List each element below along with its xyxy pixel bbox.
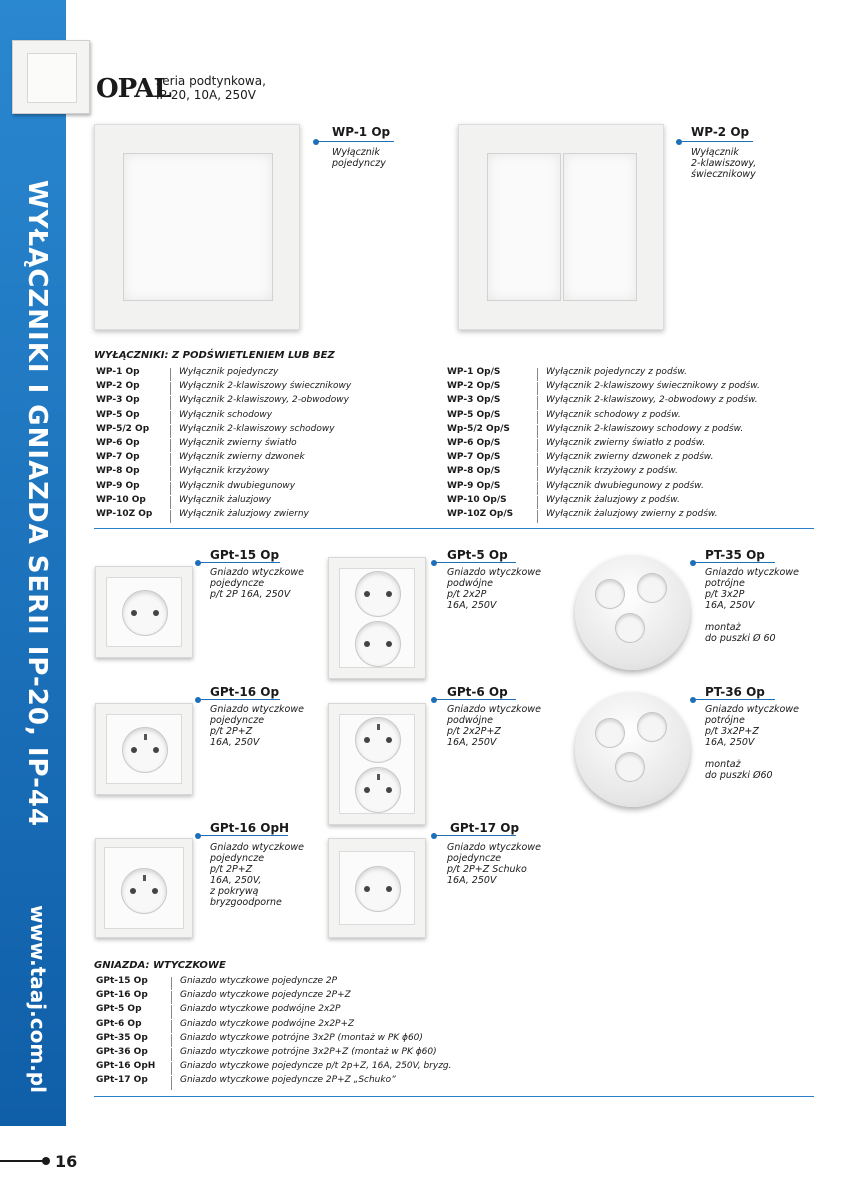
socket-outlet-schuko xyxy=(355,866,401,912)
gpt15-socket-image xyxy=(95,566,193,658)
socket-lid xyxy=(104,847,184,929)
table-row-separator xyxy=(171,1020,172,1033)
socket-outlet xyxy=(615,613,645,643)
table-row-code: GPt-16 Op xyxy=(96,990,148,1001)
table-row-code: WP-1 Op/S xyxy=(447,367,501,377)
gpt5-code: GPt-5 Op xyxy=(447,548,508,562)
table-row-separator xyxy=(537,382,538,395)
wp1-underline xyxy=(318,141,394,142)
gpt5-underline xyxy=(436,562,516,563)
table-row-desc: Gniazdo wtyczkowe potrójne 3x2P (montaż w PK ϕ60) xyxy=(180,1032,423,1043)
table-row-separator xyxy=(537,439,538,452)
table-row-code: WP-10Z Op/S xyxy=(447,509,514,519)
gpt16-desc: Gniazdo wtyczkowe pojedyncze p/t 2P+Z 16A, 250V xyxy=(210,704,304,748)
gpt17-underline xyxy=(436,835,516,836)
footer-bullet xyxy=(42,1157,50,1165)
wp1-code: WP-1 Op xyxy=(332,125,391,139)
table-row-desc: Wyłącznik pojedynczy xyxy=(179,367,279,377)
table-row-code: GPt-35 Op xyxy=(96,1032,148,1043)
table-row-separator xyxy=(537,467,538,480)
table-row-separator xyxy=(170,496,171,509)
table-row-code: WP-2 Op/S xyxy=(447,381,501,392)
table-row-code: WP-10Z Op xyxy=(96,509,153,519)
table-row-separator xyxy=(537,411,538,424)
table-row-code: WP-5 Op xyxy=(96,409,140,420)
gpt17-bullet xyxy=(431,833,437,839)
socket-outlet xyxy=(637,712,667,742)
table-row-separator xyxy=(537,425,538,438)
gpt16-bullet xyxy=(195,697,201,703)
socket-outlet-top xyxy=(355,717,401,763)
table-row-desc: Wyłącznik żaluzjowy zwierny z podśw. xyxy=(546,509,718,519)
table-row-separator xyxy=(171,1034,172,1047)
table-row-separator xyxy=(170,467,171,480)
pt35-desc: Gniazdo wtyczkowe potrójne p/t 3x2P 16A, 250V montaż do puszki Ø 60 xyxy=(705,567,799,644)
table-row-separator xyxy=(170,411,171,424)
wp1-desc: Wyłącznik pojedynczy xyxy=(332,147,386,169)
table-row-code: WP-3 Op xyxy=(96,395,140,406)
table-row-code: WP-9 Op/S xyxy=(447,480,501,491)
gpt16h-underline xyxy=(200,835,288,836)
table-row-separator xyxy=(170,368,171,381)
socket-outlet xyxy=(122,590,168,636)
table-row-code: GPt-17 Op xyxy=(96,1075,148,1086)
table-row-code: WP-5 Op/S xyxy=(447,409,501,420)
gpt6-socket-image xyxy=(328,703,426,825)
gpt16-code: GPt-16 Op xyxy=(210,685,280,699)
pt35-underline xyxy=(695,562,775,563)
socket-outlet-bottom xyxy=(355,621,401,667)
table-row-desc: Wyłącznik zwierny światło xyxy=(179,438,297,448)
gpt6-code: GPt-6 Op xyxy=(447,685,508,699)
gpt16h-desc: Gniazdo wtyczkowe pojedyncze p/t 2P+Z 16A, 250V, z pokrywą bryzgoodporne xyxy=(210,842,304,908)
gpt16h-socket-image xyxy=(95,838,193,938)
switch-key xyxy=(123,153,273,301)
table-row-desc: Wyłącznik 2-klawiszowy, 2-obwodowy xyxy=(179,395,349,406)
pt36-round-socket-image xyxy=(575,692,690,807)
sidebar-url: www.taaj.com.pl xyxy=(26,905,50,1093)
sidebar-band xyxy=(0,0,66,1126)
table-row-desc: Wyłącznik zwierny dzwonek z podśw. xyxy=(546,452,714,463)
table-row-code: WP-2 Op xyxy=(96,381,140,392)
wp1-switch-image xyxy=(94,124,300,330)
pt36-code: PT-36 Op xyxy=(705,685,765,699)
switch-key-right xyxy=(563,153,637,301)
table-row-separator xyxy=(171,1062,172,1075)
table-row-separator xyxy=(537,482,538,495)
gpt15-code: GPt-15 Op xyxy=(210,548,280,562)
page-number: 16 xyxy=(55,1152,78,1171)
socket-outlet xyxy=(121,868,167,914)
pt36-underline xyxy=(695,699,775,700)
table-row-separator xyxy=(171,1005,172,1018)
socket-inner xyxy=(106,714,182,784)
table-row-desc: Wyłącznik 2-klawiszowy, 2-obwodowy z podśw. xyxy=(546,395,758,406)
socket-outlet xyxy=(637,573,667,603)
table-row-code: WP-3 Op/S xyxy=(447,395,501,406)
gpt16h-code: GPt-16 OpH xyxy=(210,821,290,835)
table-row-desc: Wyłącznik żaluzjowy zwierny xyxy=(179,509,309,519)
gpt5-socket-image xyxy=(328,557,426,679)
series-name: OPAL xyxy=(96,74,171,104)
table-row-separator xyxy=(171,991,172,1004)
footer-rule xyxy=(0,1160,44,1162)
table-row-desc: Gniazdo wtyczkowe pojedyncze p/t 2p+Z, 16A, 250V, bryzg. xyxy=(180,1061,452,1072)
socket-inner xyxy=(339,851,415,925)
table-row-desc: Wyłącznik 2-klawiszowy schodowy xyxy=(179,423,335,434)
wp2-switch-image xyxy=(458,124,664,330)
gpt16-socket-image xyxy=(95,703,193,795)
table-row-separator xyxy=(537,510,538,523)
table-row-desc: Gniazdo wtyczkowe pojedyncze 2P+Z xyxy=(180,990,351,1001)
socket-outlet xyxy=(595,718,625,748)
table-row-desc: Wyłącznik zwierny dzwonek xyxy=(179,452,305,463)
table-row-code: WP-10 Op/S xyxy=(447,494,507,505)
table-row-code: GPt-16 OpH xyxy=(96,1061,156,1072)
wp1-bullet xyxy=(313,139,319,145)
series-desc-line2: IP-20, 10A, 250V xyxy=(156,88,256,102)
table-row-separator xyxy=(537,396,538,409)
gpt6-bullet xyxy=(431,697,437,703)
gpt5-bullet xyxy=(431,560,437,566)
gpt17-desc: Gniazdo wtyczkowe pojedyncze p/t 2P+Z Schuko 16A, 250V xyxy=(447,842,541,886)
table-row-code: WP-6 Op xyxy=(96,438,140,448)
socket-outlet-bottom xyxy=(355,767,401,813)
table-row-separator xyxy=(170,382,171,395)
pt35-round-socket-image xyxy=(575,555,690,670)
table-row-separator xyxy=(537,453,538,466)
table-row-desc: Wyłącznik 2-klawiszowy świecznikowy xyxy=(179,381,352,392)
table-row-desc: Wyłącznik żaluzjowy z podśw. xyxy=(546,494,680,505)
gpt17-socket-image xyxy=(328,838,426,938)
table-row-desc: Wyłącznik dwubiegunowy z podśw. xyxy=(546,480,704,491)
series-desc-line1: seria podtynkowa, xyxy=(156,74,266,88)
pt35-code: PT-35 Op xyxy=(705,548,765,562)
table-row-code: WP-9 Op xyxy=(96,480,140,491)
wp2-code: WP-2 Op xyxy=(691,125,750,139)
table-row-separator xyxy=(170,439,171,452)
table-row-separator xyxy=(170,396,171,409)
socket-outlet-top xyxy=(355,571,401,617)
pt35-bullet xyxy=(690,560,696,566)
gpt15-desc: Gniazdo wtyczkowe pojedyncze p/t 2P 16A, 250V xyxy=(210,567,304,600)
table-row-code: GPt-15 Op xyxy=(96,976,148,986)
table-row-separator xyxy=(170,482,171,495)
table-row-code: GPt-6 Op xyxy=(96,1018,142,1029)
gpt15-bullet xyxy=(195,560,201,566)
table-row-code: WP-7 Op xyxy=(96,452,140,463)
socket-inner xyxy=(339,568,415,668)
table-row-code: WP-6 Op/S xyxy=(447,438,501,448)
table-row-desc: Wyłącznik pojedynczy z podśw. xyxy=(546,367,687,377)
socket-outlet xyxy=(122,727,168,773)
socket-outlet xyxy=(615,752,645,782)
switch-key-left xyxy=(487,153,561,301)
switches-divider xyxy=(94,528,814,529)
socket-inner xyxy=(106,577,182,647)
table-row-desc: Wyłącznik 2-klawiszowy schodowy z podśw. xyxy=(546,423,744,434)
table-row-desc: Wyłącznik zwierny światło z podśw. xyxy=(546,438,706,448)
table-row-desc: Wyłącznik schodowy z podśw. xyxy=(546,409,681,420)
sidebar-title: WYŁĄCZNIKI I GNIAZDA SERII IP-20, IP-44 xyxy=(22,180,52,828)
table-row-desc: Gniazdo wtyczkowe pojedyncze 2P+Z „Schuko” xyxy=(180,1075,396,1086)
gpt16h-bullet xyxy=(195,833,201,839)
sockets-divider xyxy=(94,1096,814,1097)
pt36-desc: Gniazdo wtyczkowe potrójne p/t 3x2P+Z 16A, 250V montaż do puszki Ø60 xyxy=(705,704,799,781)
wp2-desc: Wyłącznik 2-klawiszowy, świecznikowy xyxy=(691,147,757,180)
gpt6-desc: Gniazdo wtyczkowe podwójne p/t 2x2P+Z 16A, 250V xyxy=(447,704,541,748)
table-row-desc: Gniazdo wtyczkowe pojedyncze 2P xyxy=(180,976,338,986)
series-thumbnail-image xyxy=(12,40,90,114)
wp2-bullet xyxy=(676,139,682,145)
table-row-separator xyxy=(537,368,538,381)
switches-table-heading: WYŁĄCZNIKI: Z PODŚWIETLENIEM LUB BEZ xyxy=(94,350,335,361)
table-row-desc: Wyłącznik żaluzjowy xyxy=(179,494,272,505)
gpt15-underline xyxy=(200,562,280,563)
table-row-desc: Gniazdo wtyczkowe podwójne 2x2P+Z xyxy=(180,1018,355,1029)
table-row-separator xyxy=(171,977,172,990)
table-row-code: GPt-5 Op xyxy=(96,1004,142,1015)
table-row-desc: Gniazdo wtyczkowe potrójne 3x2P+Z (montaż w PK ϕ60) xyxy=(180,1047,437,1057)
table-row-desc: Gniazdo wtyczkowe podwójne 2x2P xyxy=(180,1004,341,1015)
gpt16-underline xyxy=(200,699,280,700)
table-row-code: WP-8 Op/S xyxy=(447,466,501,477)
table-row-code: WP-7 Op/S xyxy=(447,452,501,463)
table-row-desc: Wyłącznik dwubiegunowy xyxy=(179,480,296,491)
sockets-table-heading: GNIAZDA: WTYCZKOWE xyxy=(94,960,226,971)
table-row-code: WP-5/2 Op xyxy=(96,423,150,434)
table-row-separator xyxy=(170,510,171,523)
table-row-desc: Wyłącznik 2-klawiszowy świecznikowy z podśw. xyxy=(546,381,760,392)
table-row-separator xyxy=(171,1048,172,1061)
table-row-separator xyxy=(170,453,171,466)
table-row-code: WP-10 Op xyxy=(96,494,146,505)
wp2-underline xyxy=(681,141,753,142)
gpt6-underline xyxy=(436,699,516,700)
table-row-desc: Wyłącznik krzyżowy z podśw. xyxy=(546,466,678,477)
gpt5-desc: Gniazdo wtyczkowe podwójne p/t 2x2P 16A, 250V xyxy=(447,567,541,611)
table-row-code: Wp-5/2 Op/S xyxy=(447,423,510,434)
table-row-code: WP-8 Op xyxy=(96,466,140,477)
table-row-desc: Wyłącznik schodowy xyxy=(179,409,273,420)
table-row-separator xyxy=(537,496,538,509)
table-row-separator xyxy=(171,1076,172,1089)
socket-outlet xyxy=(595,579,625,609)
table-row-code: WP-1 Op xyxy=(96,367,140,377)
table-row-desc: Wyłącznik krzyżowy xyxy=(179,466,270,477)
socket-inner xyxy=(339,714,415,814)
table-row-code: GPt-36 Op xyxy=(96,1047,148,1057)
pt36-bullet xyxy=(690,697,696,703)
gpt17-code: GPt-17 Op xyxy=(450,821,520,835)
table-row-separator xyxy=(170,425,171,438)
